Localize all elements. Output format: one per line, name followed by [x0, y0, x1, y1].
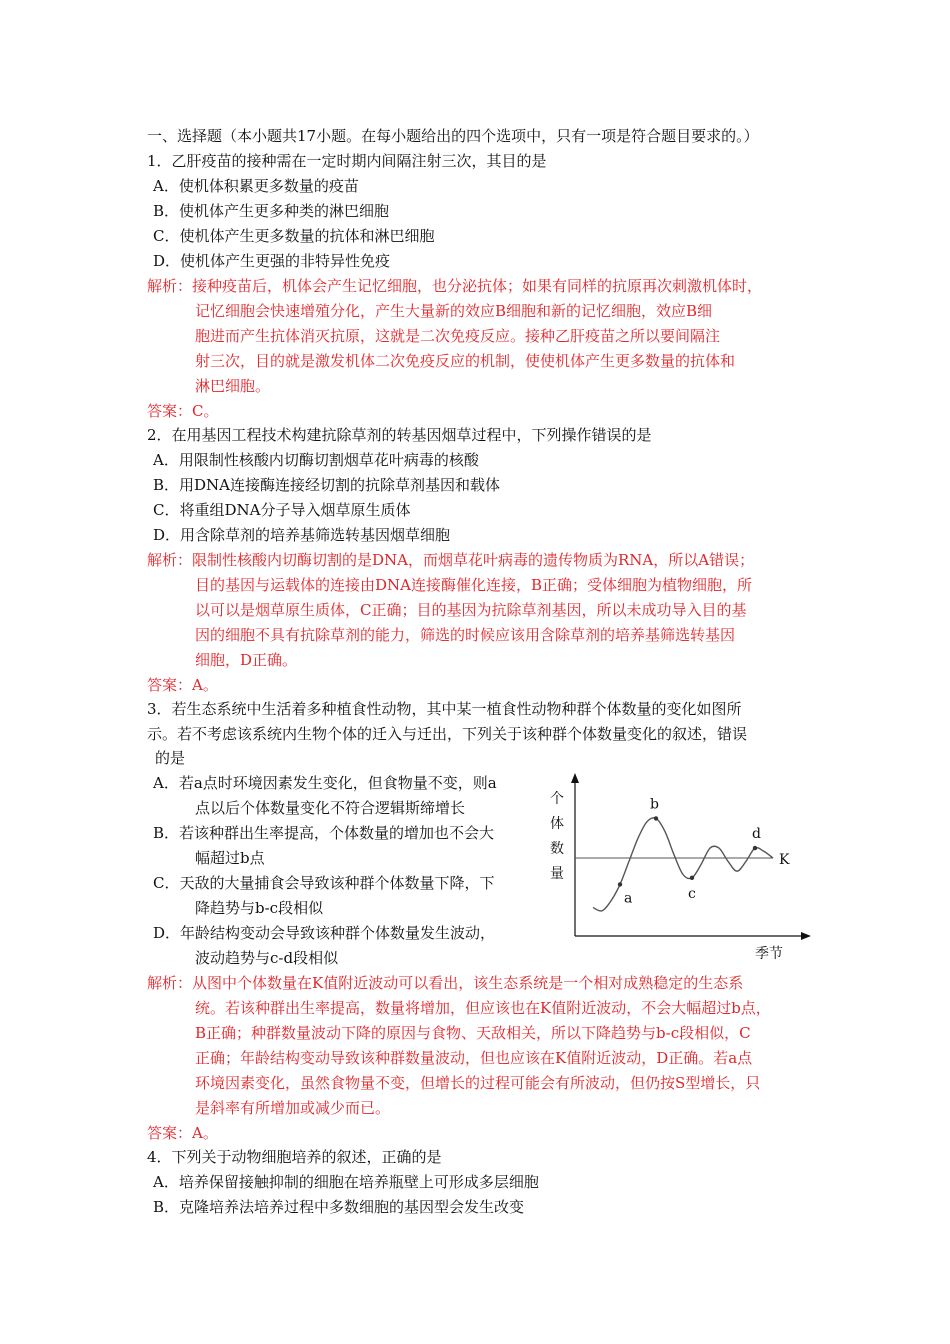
- population-chart: [545, 770, 820, 965]
- x-axis-label: 季节: [755, 946, 783, 962]
- question-4-option-a: A．培养保留接触抑制的细胞在培养瓶壁上可形成多层细胞: [153, 1173, 539, 1191]
- question-1-answer: 答案：C。: [147, 402, 219, 420]
- question-1-option-d: D．使机体产生更强的非特异性免疫: [153, 252, 391, 270]
- x-axis-arrow: [801, 932, 811, 940]
- question-4-option-b: B．克隆培养法培养过程中多数细胞的基因型会发生改变: [153, 1198, 525, 1216]
- question-3-option-c: C．天敌的大量捕食会导致该种群个体数量下降，下: [153, 874, 495, 892]
- question-3-option-a: A．若a点时环境因素发生变化，但食物量不变，则a: [153, 774, 497, 792]
- question-2-option-d: D．用含除草剂的培养基筛选转基因烟草细胞: [153, 526, 451, 544]
- y-axis-label: 量: [550, 866, 564, 882]
- question-2-stem: 2．在用基因工程技术构建抗除草剂的转基因烟草过程中，下列操作错误的是: [147, 426, 652, 444]
- point-a-marker: [618, 882, 622, 886]
- y-axis-label: 个: [550, 791, 564, 807]
- point-b-label: b: [650, 796, 659, 813]
- section-header: 一、选择题（本小题共17小题。在每小题给出的四个选项中，只有一项是符合题目要求的。）: [147, 127, 759, 145]
- question-3-stem: 的是: [155, 749, 186, 767]
- question-3-analysis: 是斜率有所增加或减少而已。: [195, 1099, 391, 1117]
- question-3-analysis: 统。若该种群出生率提高，数量将增加，但应该也在K值附近波动，不会大幅超过b点，: [195, 999, 771, 1017]
- point-c-label: c: [688, 885, 696, 902]
- point-d-label: d: [752, 826, 761, 843]
- question-3-option-b-cont: 幅超过b点: [195, 849, 265, 867]
- point-c-marker: [690, 876, 694, 880]
- question-2-answer: 答案：A。: [147, 676, 218, 694]
- point-a-label: a: [624, 890, 633, 907]
- question-3-analysis: B正确；种群数量波动下降的原因与食物、天敌相关，所以下降趋势与b-c段相似，C: [195, 1024, 751, 1042]
- question-2-option-a: A．用限制性核酸内切酶切割烟草花叶病毒的核酸: [153, 451, 479, 469]
- question-1-analysis: 解析：接种疫苗后，机体会产生记忆细胞，也分泌抗体；如果有同样的抗原再次刺激机体时，: [147, 277, 763, 295]
- question-3-analysis: 正确；年龄结构变动导致该种群数量波动，但也应该在K值附近波动，D正确。若a点: [195, 1049, 753, 1067]
- y-axis-arrow: [571, 773, 579, 783]
- question-2-analysis: 目的基因与运载体的连接由DNA连接酶催化连接，B正确；受体细胞为植物细胞，所: [195, 576, 753, 594]
- question-1-analysis: 记忆细胞会快速增殖分化，产生大量新的效应B细胞和新的记忆细胞，效应B细: [195, 302, 713, 320]
- question-3-option-b: B．若该种群出生率提高，个体数量的增加也不会大: [153, 824, 495, 842]
- question-3-option-c-cont: 降趋势与b-c段相似: [195, 899, 324, 917]
- question-2-analysis: 因的细胞不具有抗除草剂的能力，筛选的时候应该用含除草剂的培养基筛选转基因: [195, 626, 736, 644]
- question-1-analysis: 胞进而产生抗体消灭抗原，这就是二次免疫反应。接种乙肝疫苗之所以要间隔注: [195, 327, 721, 345]
- question-2-option-b: B．用DNA连接酶连接经切割的抗除草剂基因和载体: [153, 476, 501, 494]
- question-3-option-a-cont: 点以后个体数量变化不符合逻辑斯缔增长: [195, 799, 466, 817]
- question-1-option-c: C．使机体产生更多数量的抗体和淋巴细胞: [153, 227, 435, 245]
- question-3-stem: 示。若不考虑该系统内生物个体的迁入与迁出，下列关于该种群个体数量变化的叙述，错误: [147, 725, 748, 743]
- question-4-stem: 4．下列关于动物细胞培养的叙述，正确的是: [147, 1148, 442, 1166]
- question-3-answer: 答案：A。: [147, 1124, 218, 1142]
- point-d-marker: [753, 846, 757, 850]
- question-3-analysis: 环境因素变化，虽然食物量不变，但增长的过程可能会有所波动，但仍按S型增长，只: [195, 1074, 761, 1092]
- y-axis-label: 体: [550, 816, 564, 832]
- question-1-analysis: 射三次，目的就是激发机体二次免疫反应的机制，使使机体产生更多数量的抗体和: [195, 352, 736, 370]
- question-3-option-d-cont: 波动趋势与c-d段相似: [195, 949, 339, 967]
- y-axis-label: 数: [550, 841, 564, 857]
- k-label: K: [779, 852, 790, 868]
- question-1-option-b: B．使机体产生更多种类的淋巴细胞: [153, 202, 390, 220]
- point-b-marker: [654, 816, 658, 820]
- question-2-analysis: 解析：限制性核酸内切酶切割的是DNA，而烟草花叶病毒的遗传物质为RNA，所以A错误；: [147, 551, 755, 569]
- population-curve: [593, 818, 773, 911]
- point-markers: [618, 796, 761, 906]
- question-1-stem: 1．乙肝疫苗的接种需在一定时期内间隔注射三次，其目的是: [147, 152, 547, 170]
- question-3-option-d: D．年龄结构变动会导致该种群个体数量发生波动，: [153, 924, 496, 942]
- question-3-analysis: 解析：从图中个体数量在K值附近波动可以看出，该生态系统是一个相对成熟稳定的生态系: [147, 974, 744, 992]
- question-2-analysis: 以可以是烟草原生质体，C正确；目的基因为抗除草剂基因，所以未成功导入目的基: [195, 601, 747, 619]
- question-2-option-c: C．将重组DNA分子导入烟草原生质体: [153, 501, 411, 519]
- question-2-analysis: 细胞，D正确。: [195, 651, 298, 669]
- question-1-analysis: 淋巴细胞。: [195, 377, 271, 395]
- question-1-option-a: A．使机体积累更多数量的疫苗: [153, 177, 359, 195]
- question-3-stem: 3．若生态系统中生活着多种植食性动物，其中某一植食性动物种群个体数量的变化如图所: [147, 700, 742, 718]
